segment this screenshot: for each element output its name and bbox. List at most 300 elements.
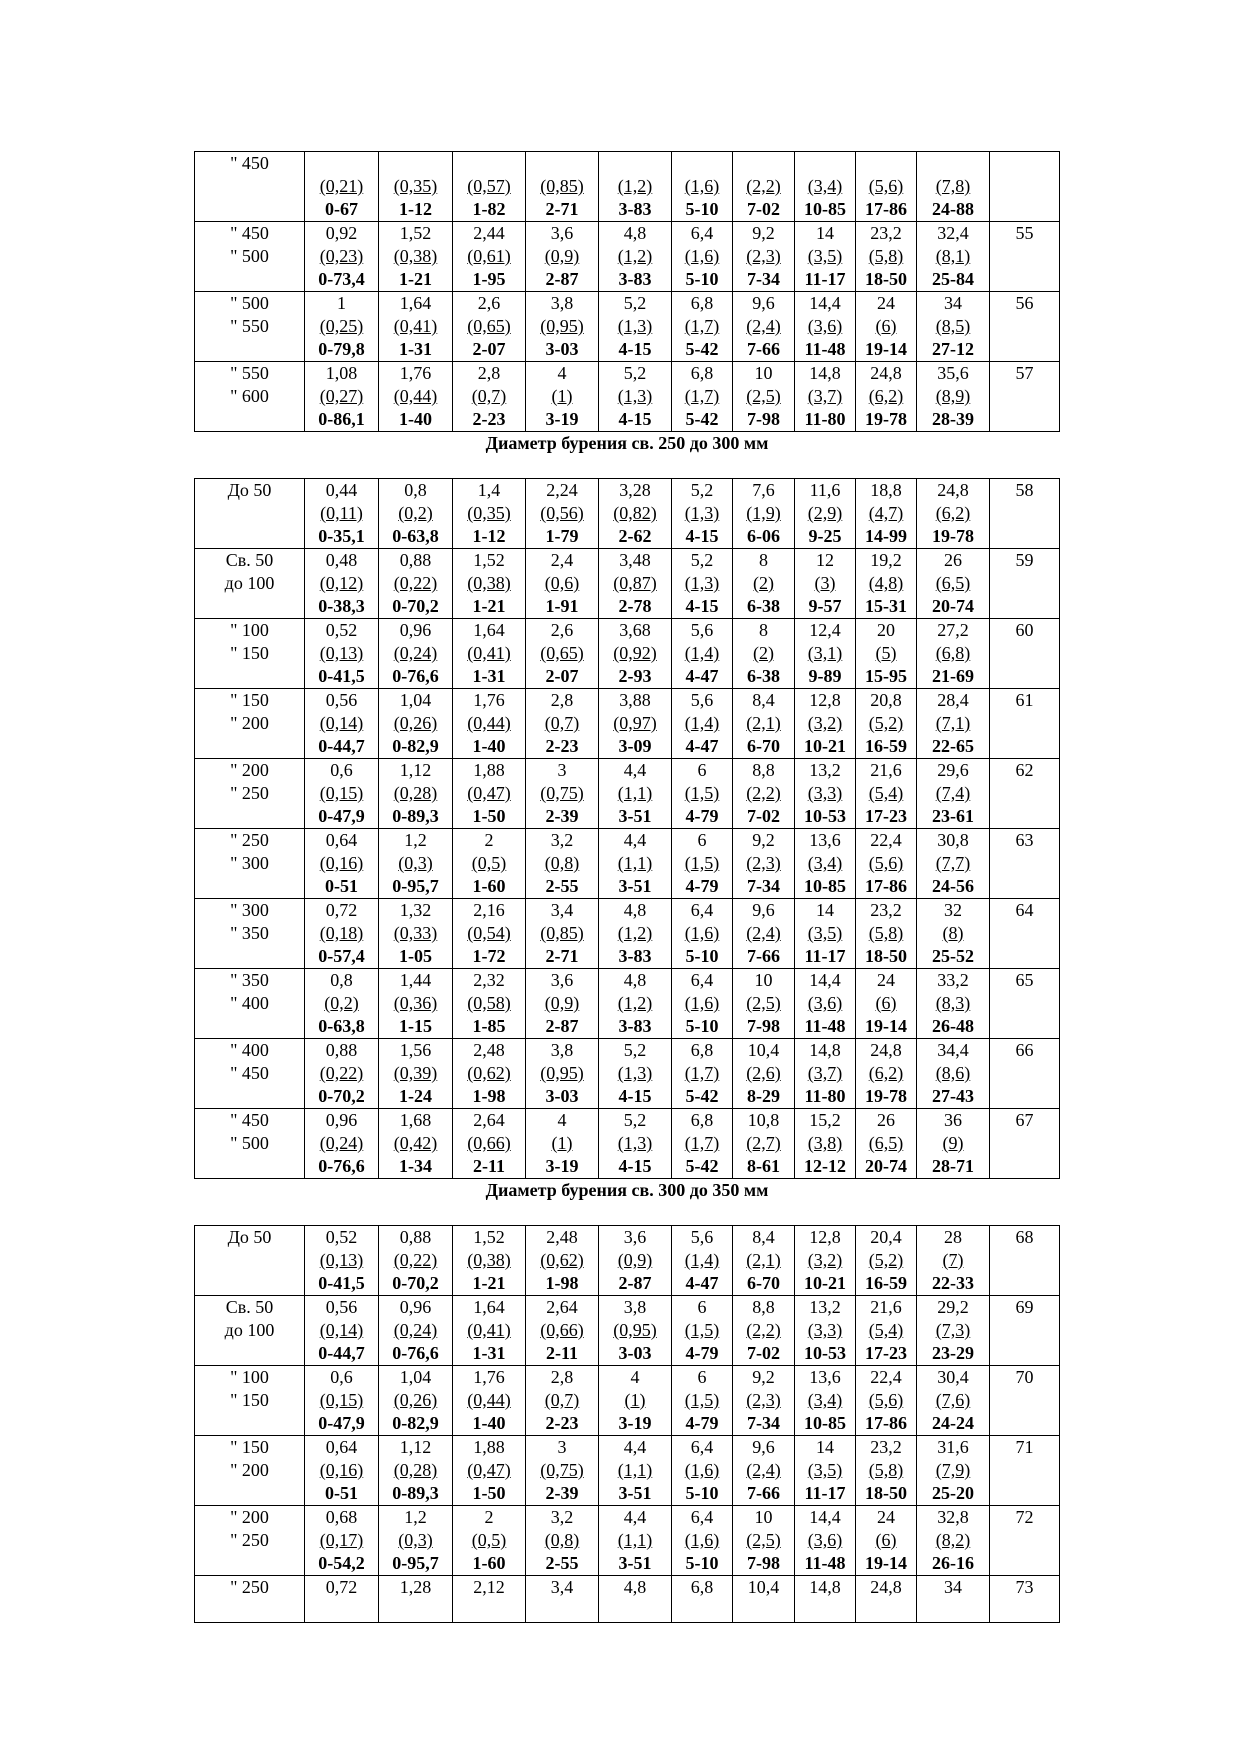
norm-value-bracketed: (8,2) — [935, 1530, 971, 1550]
price-value: 0-70,2 — [392, 1273, 439, 1293]
norm-value: 14,4 — [809, 1507, 841, 1527]
norm-value: 4,8 — [623, 223, 647, 243]
depth-range-text: " 250 — [230, 1577, 269, 1597]
depth-range-text: " 500 — [230, 1133, 269, 1153]
norm-value-bracketed: (6,8) — [935, 643, 971, 663]
norm-value-bracketed: (0,85) — [540, 176, 584, 196]
value-cell — [526, 292, 599, 362]
price-value: 18-50 — [865, 946, 907, 966]
norm-value: 8 — [759, 550, 768, 570]
price-value: 8-61 — [747, 1156, 780, 1176]
norm-value: 6,8 — [690, 1040, 714, 1060]
value-cell — [917, 969, 990, 1039]
norm-value: 4 — [557, 1110, 567, 1130]
norm-value: 1,12 — [399, 760, 432, 780]
value-cell — [526, 969, 599, 1039]
price-value: 12-12 — [804, 1156, 846, 1176]
value-cell — [795, 689, 856, 759]
norm-value: 20 — [877, 620, 895, 640]
depth-range-cell — [195, 549, 305, 619]
price-value: 0-38,3 — [318, 596, 365, 616]
value-cell — [856, 292, 917, 362]
norm-value: 31,6 — [937, 1437, 969, 1457]
price-value: 2-23 — [545, 1413, 579, 1433]
norm-value: 8,8 — [752, 760, 775, 780]
price-value: 10-21 — [804, 736, 846, 756]
price-value: 0-73,4 — [318, 269, 365, 289]
norm-value: 6,4 — [690, 900, 714, 920]
norm-value: 2,24 — [546, 480, 578, 500]
value-cell — [305, 292, 379, 362]
value-cell — [856, 829, 917, 899]
norm-value: 12,8 — [809, 1227, 841, 1247]
value-cell — [599, 1436, 672, 1506]
price-value: 4-15 — [618, 1086, 652, 1106]
depth-range-text: до 100 — [224, 573, 275, 593]
price-value: 3-03 — [545, 1086, 579, 1106]
price-value: 1-50 — [472, 806, 506, 826]
norm-value: 3,68 — [619, 620, 651, 640]
norm-value-bracketed: (0,16) — [319, 1460, 364, 1480]
value-cell — [733, 222, 795, 292]
value-cell — [526, 1576, 599, 1623]
depth-range-text: Св. 50 — [225, 1297, 274, 1317]
price-value: 1-50 — [472, 1483, 506, 1503]
norm-value: 13,2 — [809, 760, 841, 780]
row-number-cell — [990, 362, 1060, 432]
depth-range-cell — [195, 619, 305, 689]
norm-value: 24 — [877, 970, 895, 990]
value-cell — [856, 619, 917, 689]
norm-value: 6,4 — [690, 1437, 714, 1457]
value-cell — [672, 689, 733, 759]
norm-value-bracketed: (1,4) — [684, 1250, 720, 1270]
norm-value-bracketed: (2,4) — [746, 316, 781, 336]
value-cell — [733, 1366, 795, 1436]
norm-value: 1 — [337, 293, 346, 313]
norm-value-bracketed: (3,3) — [807, 783, 843, 803]
table-row — [195, 1296, 1060, 1366]
price-value: 23-29 — [932, 1343, 974, 1363]
value-cell — [379, 1366, 453, 1436]
price-value: 2-23 — [545, 736, 579, 756]
value-cell — [599, 759, 672, 829]
value-cell — [856, 689, 917, 759]
norm-value: 3,2 — [550, 1507, 574, 1527]
value-cell — [672, 292, 733, 362]
price-value: 1-31 — [472, 666, 506, 686]
value-cell — [672, 829, 733, 899]
value-cell — [526, 1109, 599, 1179]
value-cell — [379, 479, 453, 549]
norm-value-bracketed: (1,3) — [684, 503, 720, 523]
value-cell — [599, 969, 672, 1039]
price-value: 4-15 — [618, 409, 652, 429]
norm-value-bracketed: (2,3) — [746, 1390, 781, 1410]
value-cell — [795, 759, 856, 829]
value-cell — [672, 759, 733, 829]
depth-range-cell — [195, 899, 305, 969]
norm-value: 6 — [697, 1367, 707, 1387]
norm-value-bracketed: (1,5) — [684, 853, 720, 873]
value-cell — [856, 549, 917, 619]
value-cell — [917, 899, 990, 969]
section-heading-text: Диаметр бурения св. 250 до 300 мм — [485, 433, 769, 453]
norm-value: 24,8 — [937, 480, 969, 500]
norm-value: 14 — [816, 223, 834, 243]
value-cell — [733, 1506, 795, 1576]
depth-range-text: " 500 — [230, 246, 269, 266]
row-number-cell — [990, 1366, 1060, 1436]
depth-range-text: " 450 — [230, 153, 269, 173]
norm-value: 1,64 — [473, 620, 505, 640]
norm-value: 35,6 — [937, 363, 969, 383]
price-value: 1-40 — [472, 736, 506, 756]
price-value: 1-95 — [472, 269, 506, 289]
price-value: 3-03 — [618, 1343, 652, 1363]
value-cell — [379, 1296, 453, 1366]
norm-value: 3,4 — [550, 1577, 574, 1597]
value-cell — [453, 1226, 526, 1296]
norm-value: 3,8 — [623, 1297, 647, 1317]
norm-value: 22,4 — [870, 830, 902, 850]
price-value: 7-34 — [747, 876, 780, 896]
norm-value-bracketed: (1,1) — [617, 1460, 653, 1480]
value-cell — [526, 899, 599, 969]
depth-range-text: " 200 — [230, 760, 269, 780]
price-value: 0-57,4 — [318, 946, 365, 966]
norm-value-bracketed: (0,95) — [540, 1063, 584, 1083]
norm-value-bracketed: (0,18) — [319, 923, 364, 943]
price-value: 4-79 — [685, 1343, 719, 1363]
value-cell — [795, 1506, 856, 1576]
price-value: 3-83 — [618, 946, 652, 966]
price-value: 1-12 — [472, 526, 506, 546]
norm-value-bracketed: (0,42) — [393, 1133, 438, 1153]
norm-value: 13,2 — [809, 1297, 841, 1317]
norm-value-bracketed: (0,13) — [319, 1250, 364, 1270]
value-cell — [672, 1576, 733, 1623]
price-value: 19-14 — [865, 339, 907, 359]
norm-value: 6,8 — [690, 363, 714, 383]
price-value: 18-50 — [865, 269, 907, 289]
value-cell — [453, 152, 526, 222]
row-number-cell — [990, 1109, 1060, 1179]
value-cell — [795, 1109, 856, 1179]
norm-value-bracketed: (5,6) — [868, 853, 904, 873]
norm-value: 2,48 — [546, 1227, 578, 1247]
depth-range-text: " 200 — [230, 1460, 269, 1480]
value-cell — [733, 549, 795, 619]
value-cell — [379, 829, 453, 899]
norm-value-bracketed: (1,6) — [684, 993, 720, 1013]
price-value: 0-67 — [325, 199, 358, 219]
value-cell — [856, 969, 917, 1039]
norm-value-bracketed: (0,15) — [319, 783, 364, 803]
norm-value: 1,4 — [477, 480, 501, 500]
value-cell — [379, 292, 453, 362]
norm-value: 2,16 — [473, 900, 505, 920]
norm-value-bracketed: (1,2) — [617, 176, 653, 196]
norm-value: 2 — [484, 1507, 494, 1527]
value-cell — [379, 759, 453, 829]
norm-value: 9,6 — [752, 900, 775, 920]
norm-value-bracketed: (0,38) — [393, 246, 438, 266]
norm-value-bracketed: (5,4) — [868, 783, 904, 803]
row-number: 62 — [1015, 760, 1034, 780]
value-cell — [917, 362, 990, 432]
value-cell — [672, 1109, 733, 1179]
norm-value-bracketed: (3,6) — [807, 993, 843, 1013]
price-value: 2-87 — [618, 1273, 652, 1293]
norm-value-bracketed: (0,44) — [467, 713, 511, 733]
norm-value: 8,4 — [752, 1227, 775, 1247]
value-cell — [733, 1296, 795, 1366]
norm-value: 3,48 — [619, 550, 651, 570]
norm-value: 0,8 — [404, 480, 427, 500]
blank-line — [795, 152, 855, 175]
table-row — [195, 1506, 1060, 1576]
norm-value-bracketed: (1,5) — [684, 1320, 720, 1340]
row-number: 64 — [1015, 900, 1034, 920]
row-number-cell — [990, 969, 1060, 1039]
value-cell — [379, 1226, 453, 1296]
norm-value: 5,2 — [623, 1110, 647, 1130]
norm-value-bracketed: (0,9) — [617, 1250, 653, 1270]
value-cell — [599, 1506, 672, 1576]
price-value: 4-15 — [685, 526, 719, 546]
price-value: 6-70 — [747, 736, 780, 756]
depth-range-text: " 550 — [230, 363, 269, 383]
document-page — [194, 151, 1059, 1623]
norm-value-bracketed: (2,1) — [746, 713, 781, 733]
price-value: 1-98 — [545, 1273, 579, 1293]
depth-range-text — [195, 1599, 304, 1622]
norm-value: 9,6 — [752, 1437, 775, 1457]
norm-value-bracketed: (1,3) — [617, 386, 653, 406]
norm-value: 20,8 — [870, 690, 902, 710]
price-value: 16-59 — [865, 1273, 907, 1293]
norm-value-bracketed: (0,41) — [393, 316, 438, 336]
price-value: 27-12 — [932, 339, 974, 359]
table-row — [195, 152, 1060, 222]
norm-value: 9,2 — [752, 223, 775, 243]
norm-value-bracketed: (3,7) — [807, 386, 843, 406]
price-value: 3-51 — [618, 1553, 652, 1573]
value-cell — [305, 1366, 379, 1436]
norm-value-bracketed: (7,9) — [935, 1460, 971, 1480]
norm-value-bracketed: (8,9) — [935, 386, 971, 406]
value-cell — [733, 759, 795, 829]
norm-value: 4 — [630, 1367, 640, 1387]
value-cell — [599, 479, 672, 549]
norm-value: 26 — [944, 550, 962, 570]
norm-value-bracketed: (1,2) — [617, 246, 653, 266]
norm-value: 1,68 — [399, 1110, 432, 1130]
price-value: 11-17 — [804, 946, 846, 966]
table-row — [195, 1039, 1060, 1109]
value-cell — [305, 1506, 379, 1576]
depth-range-text: " 150 — [230, 1390, 269, 1410]
norm-value-bracketed: (0,21) — [319, 176, 364, 196]
price-value: 1-72 — [472, 946, 506, 966]
table-row — [195, 1436, 1060, 1506]
norm-value-bracketed: (2,2) — [746, 783, 781, 803]
section-heading — [195, 432, 1060, 479]
norm-value-bracketed: (1) — [624, 1390, 646, 1410]
value-cell — [379, 1109, 453, 1179]
norm-value: 8,8 — [752, 1297, 775, 1317]
norm-value-bracketed: (0,11) — [320, 503, 363, 523]
price-value: 9-89 — [808, 666, 842, 686]
price-value: 1-82 — [472, 199, 506, 219]
price-value: 22-33 — [932, 1273, 974, 1293]
norm-value: 10,8 — [747, 1110, 780, 1130]
norm-value: 4,8 — [623, 970, 647, 990]
section-heading — [195, 1179, 1060, 1226]
norm-value: 0,6 — [330, 1367, 353, 1387]
price-value: 0-70,2 — [318, 1086, 365, 1106]
row-number-cell — [990, 292, 1060, 362]
norm-value-bracketed: (3,5) — [807, 1460, 843, 1480]
price-value: 6-38 — [747, 596, 780, 616]
value-cell — [672, 479, 733, 549]
norm-value-bracketed: (0,38) — [467, 573, 511, 593]
norm-value: 24 — [877, 1507, 895, 1527]
price-value: 0-89,3 — [392, 806, 439, 826]
norm-value-bracketed: (0,24) — [393, 643, 438, 663]
norm-value-bracketed: (3,7) — [807, 1063, 843, 1083]
price-value: 0-51 — [325, 876, 358, 896]
depth-range-cell — [195, 222, 305, 292]
norm-value-bracketed: (7) — [942, 1250, 964, 1270]
norm-value-bracketed: (0,66) — [540, 1320, 584, 1340]
norm-value-bracketed: (7,7) — [935, 853, 971, 873]
value-cell — [379, 222, 453, 292]
price-value: 1-34 — [399, 1156, 432, 1176]
value-cell — [917, 152, 990, 222]
price-value: 3-51 — [618, 876, 652, 896]
value-cell — [856, 479, 917, 549]
norm-value-bracketed: (0,56) — [540, 503, 584, 523]
norm-value: 0,96 — [399, 1297, 432, 1317]
norm-value: 5,2 — [690, 480, 714, 500]
norm-value: 32,8 — [937, 1507, 969, 1527]
norm-value: 6,8 — [690, 293, 714, 313]
norm-value-bracketed: (0,47) — [467, 1460, 511, 1480]
value-cell — [795, 292, 856, 362]
row-number-cell — [990, 1296, 1060, 1366]
value-cell — [733, 899, 795, 969]
value-cell — [379, 1506, 453, 1576]
norm-value-bracketed: (0,57) — [467, 176, 511, 196]
norm-value-bracketed: (0,8) — [544, 853, 580, 873]
value-cell — [379, 1436, 453, 1506]
norm-value-bracketed: (0,28) — [393, 1460, 438, 1480]
value-cell — [672, 1226, 733, 1296]
row-number-cell — [990, 222, 1060, 292]
price-value: 3-03 — [545, 339, 579, 359]
value-cell — [917, 1296, 990, 1366]
norm-value-bracketed: (8,6) — [935, 1063, 971, 1083]
price-value: 21-69 — [932, 666, 974, 686]
price-value: 2-87 — [545, 1016, 579, 1036]
price-value: 10-21 — [804, 1273, 846, 1293]
norm-value-bracketed: (0,9) — [544, 246, 580, 266]
norm-value-bracketed: (0,15) — [319, 1390, 364, 1410]
norm-value: 24,8 — [870, 1577, 902, 1597]
price-value: 5-10 — [685, 199, 719, 219]
norm-value: 1,44 — [399, 970, 432, 990]
value-cell — [672, 1506, 733, 1576]
price-value: 0-76,6 — [318, 1156, 365, 1176]
depth-range-text: " 200 — [230, 1507, 269, 1527]
value-cell — [733, 1576, 795, 1623]
norm-value-bracketed: (0,17) — [319, 1530, 364, 1550]
norm-value-bracketed: (7,8) — [935, 176, 971, 196]
norm-value-bracketed: (6,2) — [868, 1063, 904, 1083]
norm-value: 1,12 — [399, 1437, 432, 1457]
norm-value-bracketed: (0,27) — [319, 386, 364, 406]
price-value: 1-85 — [472, 1016, 506, 1036]
norm-value-bracketed: (8,5) — [935, 316, 971, 336]
price-value: 4-47 — [685, 666, 719, 686]
norm-value-bracketed: (0,7) — [544, 713, 580, 733]
price-value: 3-19 — [545, 1156, 579, 1176]
norm-value-bracketed: (4,8) — [868, 573, 904, 593]
norm-value-bracketed: (0,26) — [393, 713, 438, 733]
value-cell — [599, 292, 672, 362]
value-cell — [453, 1506, 526, 1576]
norm-value: 12,4 — [809, 620, 841, 640]
norm-value: 2,64 — [546, 1297, 578, 1317]
norm-value: 0,8 — [330, 970, 353, 990]
depth-range-text: " 450 — [230, 223, 269, 243]
norm-value: 3 — [557, 760, 567, 780]
norm-value: 4,8 — [623, 1577, 647, 1597]
norm-value-bracketed: (7,3) — [935, 1320, 971, 1340]
price-value: 1-21 — [472, 1273, 506, 1293]
depth-range-text — [195, 502, 304, 525]
price-value: 2-39 — [545, 806, 579, 826]
price-value: 1-40 — [472, 1413, 506, 1433]
norm-value-bracketed: (1,4) — [684, 713, 720, 733]
table-row — [195, 479, 1060, 549]
norm-value: 11,6 — [809, 480, 841, 500]
value-cell — [526, 829, 599, 899]
norm-value-bracketed: (1,3) — [617, 1063, 653, 1083]
price-value: 3-09 — [618, 736, 652, 756]
norm-value-bracketed: (7,4) — [935, 783, 971, 803]
price-value: 20-74 — [865, 1156, 907, 1176]
value-cell — [599, 899, 672, 969]
price-value: 10-85 — [804, 1413, 846, 1433]
norm-value-bracketed: (1,2) — [617, 993, 653, 1013]
price-value: 10-53 — [804, 1343, 846, 1363]
price-value: 11-80 — [804, 409, 846, 429]
price-value: 0-86,1 — [318, 409, 365, 429]
value-cell — [672, 1366, 733, 1436]
value-cell — [795, 899, 856, 969]
value-cell — [379, 1039, 453, 1109]
value-cell — [526, 1039, 599, 1109]
depth-range-cell — [195, 829, 305, 899]
value-cell — [305, 152, 379, 222]
value-cell — [917, 479, 990, 549]
price-value: 3-83 — [618, 269, 652, 289]
price-value: 2-93 — [618, 666, 652, 686]
value-cell — [526, 689, 599, 759]
